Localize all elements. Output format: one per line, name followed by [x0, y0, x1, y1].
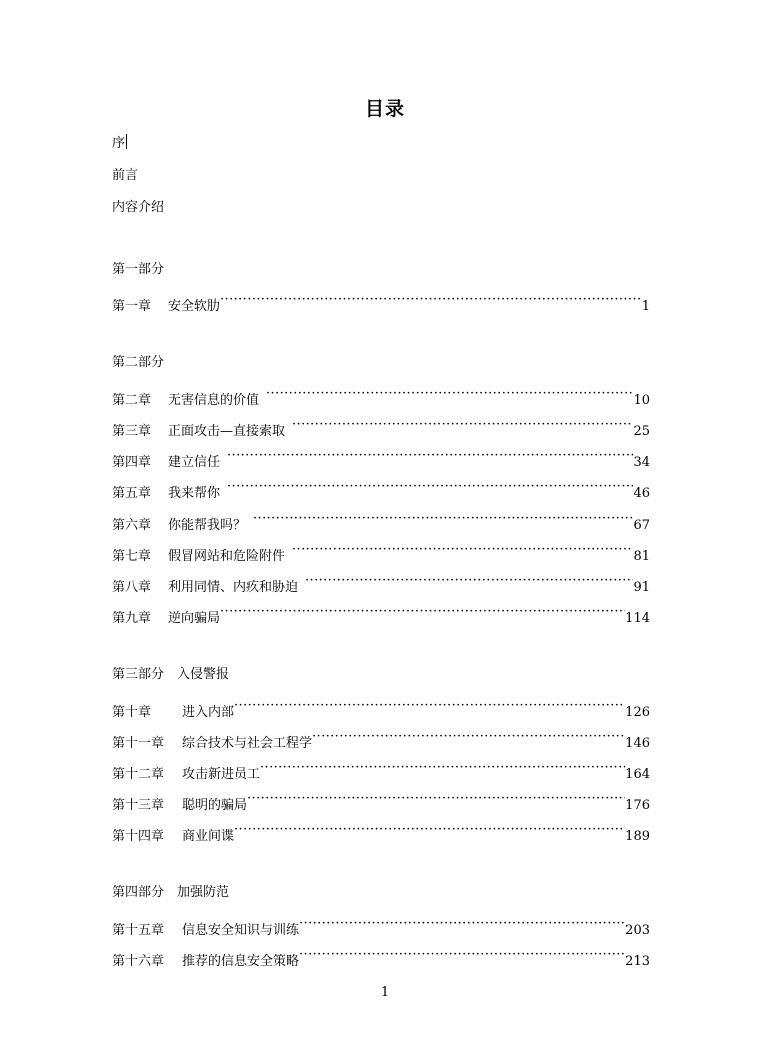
chapter-title: 攻击新进员工	[182, 767, 261, 782]
part-heading: 第二部分	[112, 355, 165, 370]
chapter-page: 10	[633, 393, 650, 408]
dot-leader	[247, 789, 625, 809]
toc-entry[interactable]	[112, 789, 650, 813]
chapter-number: 第十一章	[112, 736, 165, 751]
toc-entry[interactable]	[112, 477, 650, 501]
dot-leader	[266, 384, 633, 404]
chapter-title: 假冒网站和危险附件	[168, 549, 286, 564]
part-heading: 第三部分 入侵警报	[112, 667, 230, 682]
chapter-title: 无害信息的价值	[168, 393, 260, 408]
dot-leader	[234, 820, 625, 840]
toc-entry[interactable]	[112, 571, 650, 595]
toc-entry[interactable]	[112, 509, 650, 533]
front-matter-foreword[interactable]: 前言	[112, 168, 139, 183]
chapter-number: 第六章	[112, 518, 152, 533]
chapter-title: 推荐的信息安全策略	[182, 954, 300, 969]
chapter-title: 商业间谍	[182, 829, 235, 844]
chapter-title: 综合技术与社会工程学	[182, 736, 313, 751]
dot-leader	[299, 945, 625, 965]
chapter-title: 信息安全知识与训练	[182, 923, 300, 938]
dot-leader	[253, 509, 633, 529]
chapter-page: 213	[625, 954, 650, 969]
text-cursor	[126, 134, 127, 149]
chapter-title: 正面攻击—直接索取	[168, 424, 286, 439]
chapter-page: 203	[625, 923, 650, 938]
toc-entry[interactable]	[112, 945, 650, 969]
page-title: 目录	[364, 98, 405, 120]
chapter-number: 第九章	[112, 611, 152, 626]
toc-entry[interactable]	[112, 602, 650, 626]
chapter-number: 第十三章	[112, 798, 165, 813]
chapter-title: 聪明的骗局	[182, 798, 248, 813]
chapter-page: 189	[625, 829, 650, 844]
toc-entry[interactable]	[112, 446, 650, 470]
chapter-page: 25	[633, 424, 650, 439]
chapter-number: 第四章	[112, 455, 152, 470]
page-number-footer: 1	[380, 985, 390, 1000]
dot-leader	[220, 602, 625, 622]
chapter-number: 第十六章	[112, 954, 165, 969]
chapter-page: 46	[633, 486, 650, 501]
toc-entry[interactable]	[112, 727, 650, 751]
chapter-title: 利用同情、内疚和胁迫	[168, 580, 299, 595]
front-matter-preface[interactable]	[112, 134, 650, 154]
chapter-title: 逆向骗局	[168, 611, 221, 626]
chapter-number: 第八章	[112, 580, 152, 595]
chapter-page: 91	[633, 580, 650, 595]
chapter-number: 第十二章	[112, 767, 165, 782]
chapter-page: 67	[633, 518, 650, 533]
toc-entry[interactable]	[112, 820, 650, 844]
dot-leader	[292, 415, 633, 435]
chapter-title: 建立信任	[168, 455, 221, 470]
chapter-page: 126	[625, 705, 650, 720]
dot-leader	[292, 540, 633, 560]
chapter-page: 34	[633, 455, 650, 470]
chapter-number: 第一章	[112, 299, 152, 314]
chapter-page: 164	[625, 767, 650, 782]
chapter-page: 114	[625, 611, 650, 626]
chapter-number: 第十章	[112, 705, 152, 720]
part-heading: 第一部分	[112, 262, 165, 277]
chapter-title: 进入内部	[182, 705, 235, 720]
chapter-title: 我来帮你	[168, 486, 221, 501]
toc-entry[interactable]	[112, 540, 650, 564]
toc-entry[interactable]	[112, 290, 650, 314]
chapter-title: 你能帮我吗？	[168, 518, 247, 533]
dot-leader	[227, 446, 633, 466]
chapter-title: 安全软肋	[168, 299, 221, 314]
front-matter-label: 序	[112, 136, 126, 151]
toc-entry[interactable]	[112, 415, 650, 439]
dot-leader	[227, 477, 633, 497]
dot-leader	[305, 571, 633, 591]
front-matter-intro[interactable]: 内容介绍	[112, 200, 165, 215]
chapter-number: 第五章	[112, 486, 152, 501]
dot-leader	[299, 914, 625, 934]
chapter-page: 1	[641, 299, 650, 314]
part-heading: 第四部分 加强防范	[112, 885, 230, 900]
chapter-number: 第三章	[112, 424, 152, 439]
chapter-number: 第七章	[112, 549, 152, 564]
toc-entry[interactable]	[112, 696, 650, 720]
toc-entry[interactable]	[112, 758, 650, 782]
chapter-page: 176	[625, 798, 650, 813]
dot-leader	[220, 290, 642, 310]
toc-entry[interactable]	[112, 384, 650, 408]
chapter-page: 146	[625, 736, 650, 751]
chapter-number: 第十四章	[112, 829, 165, 844]
chapter-page: 81	[633, 549, 650, 564]
chapter-number: 第二章	[112, 393, 152, 408]
dot-leader	[234, 696, 625, 716]
dot-leader	[260, 758, 625, 778]
dot-leader	[312, 727, 625, 747]
toc-entry[interactable]	[112, 914, 650, 938]
chapter-number: 第十五章	[112, 923, 165, 938]
